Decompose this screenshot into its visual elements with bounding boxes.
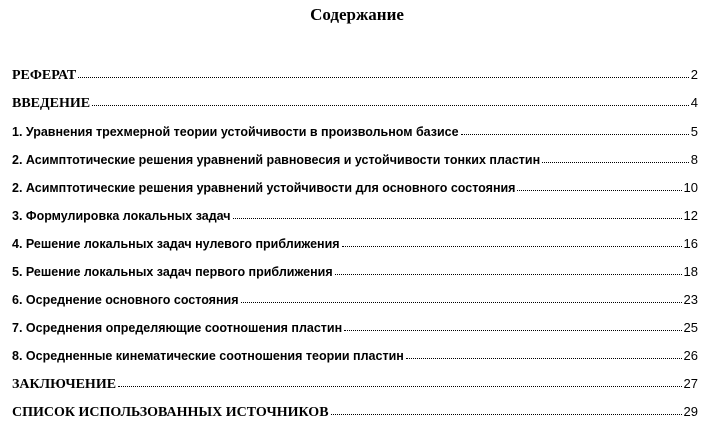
toc-entry-section-2b[interactable] bbox=[12, 180, 698, 200]
toc-entry-abstract[interactable] bbox=[12, 67, 698, 87]
toc-entry-page: 12 bbox=[683, 208, 698, 223]
toc-entry-label: ЗАКЛЮЧЕНИЕ bbox=[12, 377, 117, 392]
toc-entry-label: 3. Формулировка локальных задач bbox=[12, 209, 231, 223]
toc-entry-label: 6. Осреднение основного состояния bbox=[12, 293, 239, 307]
toc-entry-page: 27 bbox=[683, 376, 698, 391]
toc-entry-conclusion[interactable] bbox=[12, 376, 698, 396]
toc-entry-introduction[interactable] bbox=[12, 95, 698, 115]
toc-entry-label: 2. Асимптотические решения уравнений равновесия и устойчивости тонких пластин bbox=[12, 153, 541, 167]
page-title: Содержание bbox=[310, 5, 404, 24]
toc-entry-page: 4 bbox=[690, 95, 698, 110]
toc-entry-section-2a[interactable] bbox=[12, 152, 698, 172]
toc-entry-section-3[interactable] bbox=[12, 208, 698, 228]
dot-leader bbox=[233, 217, 682, 219]
toc-entry-label: 2. Асимптотические решения уравнений устойчивости для основного состояния bbox=[12, 181, 516, 195]
toc-entry-section-7[interactable] bbox=[12, 320, 698, 340]
dot-leader bbox=[406, 357, 682, 359]
toc-entry-section-5[interactable] bbox=[12, 264, 698, 284]
dot-leader bbox=[542, 161, 689, 163]
toc-entry-label: 8. Осредненные кинематические соотношения теории пластин bbox=[12, 349, 404, 363]
dot-leader bbox=[118, 385, 681, 387]
toc-entry-page: 23 bbox=[683, 292, 698, 307]
dot-leader bbox=[517, 189, 681, 191]
toc-entry-page: 16 bbox=[683, 236, 698, 251]
dot-leader bbox=[92, 104, 689, 106]
toc-entry-section-1[interactable] bbox=[12, 124, 698, 144]
toc-entry-page: 26 bbox=[683, 348, 698, 363]
toc-entry-label: ВВЕДЕНИЕ bbox=[12, 96, 91, 111]
dot-leader bbox=[344, 329, 681, 331]
toc-entry-page: 5 bbox=[690, 124, 698, 139]
toc-entry-references[interactable] bbox=[12, 404, 698, 424]
toc-entry-page: 8 bbox=[690, 152, 698, 167]
toc-entry-label: 5. Решение локальных задач первого приближения bbox=[12, 265, 333, 279]
dot-leader bbox=[335, 273, 682, 275]
toc-entry-page: 29 bbox=[683, 404, 698, 419]
toc-entry-page: 10 bbox=[683, 180, 698, 195]
dot-leader bbox=[461, 133, 689, 135]
toc-entry-section-8[interactable] bbox=[12, 348, 698, 368]
toc-entry-section-6[interactable] bbox=[12, 292, 698, 312]
toc-entry-label: 1. Уравнения трехмерной теории устойчивости в произвольном базисе bbox=[12, 125, 459, 139]
toc-entry-page: 2 bbox=[690, 67, 698, 82]
toc-entry-page: 18 bbox=[683, 264, 698, 279]
toc-entry-section-4[interactable] bbox=[12, 236, 698, 256]
dot-leader bbox=[241, 301, 682, 303]
dot-leader bbox=[78, 76, 689, 78]
toc-entry-label: 7. Осреднения определяющие соотношения пластин bbox=[12, 321, 343, 335]
toc-entry-page: 25 bbox=[683, 320, 698, 335]
toc-entry-label: СПИСОК ИСПОЛЬЗОВАННЫХ ИСТОЧНИКОВ bbox=[12, 405, 329, 420]
toc-entry-label: 4. Решение локальных задач нулевого приближения bbox=[12, 237, 340, 251]
dot-leader bbox=[342, 245, 682, 247]
dot-leader bbox=[331, 413, 682, 415]
toc-entry-label: РЕФЕРАТ bbox=[12, 68, 77, 83]
